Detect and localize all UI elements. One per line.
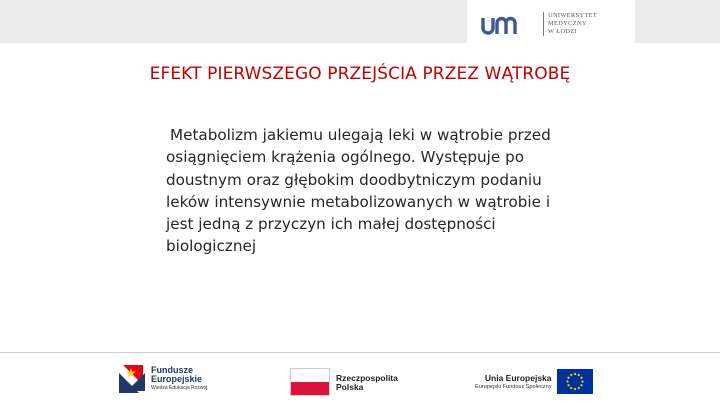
university-logo-mark [481,12,541,36]
slide-title: EFEKT PIERWSZEGO PRZEJŚCIA PRZEZ WĄTROBĘ [149,64,571,84]
slide-body-text [166,124,606,258]
eu-line-2: Europejski Fundusz Społeczny [475,384,552,390]
funds-line-3: Wiedza Edukacja Rozwój [151,385,208,391]
funds-line-2: Europejskie [151,374,203,384]
logo-line-2: MEDYCZNY [548,20,587,27]
body-line-3: doustnym oraz głębokim doodbytniczym podaniu [166,170,542,189]
funds-line-1: Fundusze [151,365,193,375]
body-line-1: Metabolizm jakiemu ulegają leki w wątrobie przed [170,126,551,144]
university-logo-text [548,12,632,36]
logo-line-3: W ŁODZI [548,28,578,35]
funds-europe-text [151,366,207,393]
poland-flag-icon [290,368,330,396]
logo-line-1: UNIWERSYTET [548,12,598,19]
eu-text [475,374,552,391]
footer-divider [0,352,720,353]
body-line-2: osiągnięciem krążenia ogólnego. Występuje po [166,148,525,167]
poland-line-1: Rzeczpospolita [336,373,398,383]
eu-line-1: Unia Europejska [484,373,552,383]
poland-line-2: Polska [336,382,364,392]
body-line-6: biologicznej [166,237,257,256]
logo-divider [543,12,544,36]
body-line-4: leków intensywnie metabolizowanych w wątrobie i [166,192,551,211]
eu-flag-icon [557,369,593,394]
body-line-5: jest jedną z przyczyn ich małej dostępności [166,215,496,234]
funds-europe-logo-icon [117,363,147,395]
poland-text [336,374,398,392]
